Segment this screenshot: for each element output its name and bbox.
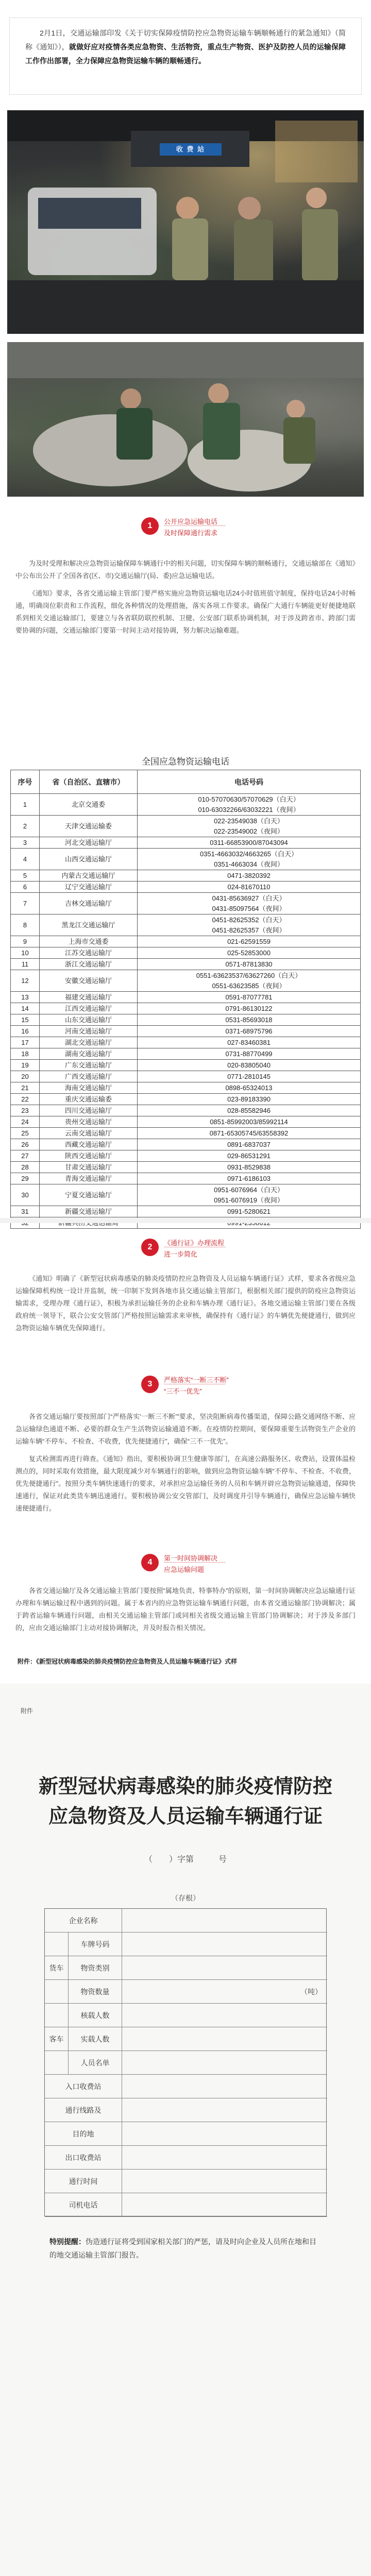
section-number: 1 [141, 517, 159, 535]
row-department: 湖北交通运输厅 [40, 1037, 138, 1048]
phone-number: 0898-65324013 [225, 1083, 273, 1092]
row-department: 广东交通运输厅 [40, 1060, 138, 1071]
row-phone [138, 936, 361, 947]
header-phone: 电话号码 [138, 770, 361, 794]
phone-number: 0571-87813830 [225, 960, 273, 968]
row-department: 吉林交通运输厅 [40, 893, 138, 914]
row-number: 10 [11, 947, 40, 959]
table-row [11, 1128, 361, 1139]
row-phone [138, 794, 361, 816]
phone-number: 0891-6837037 [227, 1140, 271, 1148]
form-row [45, 2170, 327, 2193]
row-department: 广西交通运输厅 [40, 1071, 138, 1082]
table-row [11, 870, 361, 882]
phone-number: 010-57070630/57070629（白天） [198, 795, 300, 803]
table-row [11, 837, 361, 849]
row-department: 黑龙江交通运输厅 [40, 914, 138, 936]
certificate-form [44, 1908, 327, 2216]
row-phone [138, 1048, 361, 1060]
row-number: 24 [11, 1116, 40, 1128]
phone-table [10, 770, 361, 1229]
table-row [11, 1139, 361, 1150]
table-row [11, 794, 361, 816]
row-department: 浙江交通运输厅 [40, 959, 138, 970]
form-label: 实载人数 [69, 2027, 122, 2050]
form-label: 人员名单 [69, 2051, 122, 2074]
row-phone [138, 1105, 361, 1116]
row-number: 26 [11, 1139, 40, 1150]
intro-text: 交通运输部印发《关于切实保障疫情防控应急物资运输车辆顺畅通行的紧急通知》（简称《通知》）， [25, 29, 346, 51]
table-row [11, 1150, 361, 1162]
table-title: 全国应急物资运输电话 [142, 757, 229, 767]
phone-number: 0451-82625352（白天） [212, 916, 286, 924]
row-number: 27 [11, 1150, 40, 1162]
certificate-tip [49, 2235, 323, 2262]
form-row [45, 1909, 327, 1933]
section3-body [15, 1411, 356, 1520]
row-department: 云南交通运输厅 [40, 1128, 138, 1139]
group-label-bus: 客车 [45, 2004, 69, 2075]
row-department: 四川交通运输厅 [40, 1105, 138, 1116]
row-phone [138, 1026, 361, 1037]
phone-number: 0431-85636927（白天） [212, 894, 286, 902]
pass-certificate [0, 1684, 371, 2576]
row-department: 青海交通运输厅 [40, 1173, 138, 1184]
phone-number: 0371-68975796 [225, 1027, 273, 1035]
row-phone [138, 1150, 361, 1162]
section-title-line2: 应急运输问题 [164, 1566, 205, 1573]
table-header-row [11, 770, 361, 794]
phone-number: 021-62591559 [227, 937, 271, 945]
certificate-stub-label: （存根） [171, 1894, 200, 1902]
phone-number: 010-63032266/63032221（夜间） [198, 805, 300, 814]
phone-number: 0451-82625357（夜间） [212, 926, 286, 934]
table-row [11, 970, 361, 992]
form-label: 核载人数 [69, 2004, 122, 2027]
phone-number: 022-23549002（夜间） [214, 827, 284, 835]
row-number: 7 [11, 893, 40, 914]
phone-number: 0951-6076964（白天） [214, 1185, 284, 1194]
row-phone [138, 1206, 361, 1217]
form-row [45, 2075, 327, 2098]
table-row [11, 1184, 361, 1206]
phone-number: 0851-85992003/85992114 [210, 1117, 288, 1126]
row-department: 上海市交通委 [40, 936, 138, 947]
phone-number: 0991-5280621 [227, 1207, 271, 1215]
row-phone [138, 816, 361, 837]
table-row [11, 936, 361, 947]
form-label: 通行线路及 [45, 2098, 122, 2122]
row-phone [138, 1116, 361, 1128]
row-phone [138, 947, 361, 959]
row-department: 江苏交通运输厅 [40, 947, 138, 959]
section-heading-1 [0, 514, 371, 545]
header-no: 序号 [11, 770, 40, 794]
phone-number: 0791-86130122 [225, 1004, 273, 1012]
intro-date: 2月1日， [40, 29, 70, 37]
section-title-line1: 《通行证》办理流程 [164, 1239, 225, 1247]
phone-number: 020-83805040 [227, 1061, 271, 1069]
row-phone [138, 1003, 361, 1014]
unit-label: （吨） [300, 1987, 322, 1996]
attachment-label: 附件 [21, 1707, 33, 1715]
table-row [11, 1173, 361, 1184]
section-title-line2: 及时保障通行需求 [164, 529, 218, 537]
phone-number: 0971-6186103 [227, 1174, 271, 1182]
table-row [11, 893, 361, 914]
intro-box [9, 18, 362, 95]
table-row [11, 959, 361, 970]
row-number: 22 [11, 1094, 40, 1105]
row-number: 3 [11, 837, 40, 849]
photo-loading-supplies-art [7, 342, 364, 497]
table-row [11, 1026, 361, 1037]
phone-number: 0351-4663032/4663265（白天） [199, 850, 298, 858]
row-number: 12 [11, 970, 40, 992]
row-number: 21 [11, 1082, 40, 1094]
table-row [11, 1071, 361, 1082]
paragraph: 《通知》要求，各省交通运输主管部门要严格实施应急物资运输电话24小时值班值守制度，保持电话24小时畅通，明确岗位职责和工作流程，细化各种情况的处理措施，落实各项工作要求。确保广大通行车辆能更好便捷地联系到相关交通运输部门，要建立与各省联防联控机制、卫健、公安部门联系协调机制，对于涉及跨省市、跨部门需要协调的问题，交通运输部门要第一时间主动对接协调，努力解决运输难题。 [15, 589, 356, 634]
paragraph: 《通知》明确了《新型冠状病毒感染的肺炎疫情防控应急物资及人员运输车辆通行证》式样，要求各省级应急运输保障机构统一设计并监制，统一印制下发到各地市县交通运输主管部门，根据相关部门提供的防疫应急物资运输需求，受理办理《通行证》，积极为承担运输任务的企业和车辆办理《通行证》。各地交通运输主管部门要在各级政府统一领导下，联合公安交管部门严格按照运输需求来审核，确保持有《通行证》的车辆优先便捷通行，做到应急物资运输车辆优先保障通行。 [15, 1275, 356, 1332]
section-heading-4 [0, 1551, 371, 1582]
row-department: 宁夏交通运输厅 [40, 1184, 138, 1206]
form-label: 通行时间 [45, 2170, 122, 2193]
row-number: 29 [11, 1173, 40, 1184]
row-department: 北京交通委 [40, 794, 138, 816]
phone-number: 0951-6076919（夜间） [214, 1196, 284, 1204]
attachment-note: 附件：《新型冠状病毒感染的肺炎疫情防控应急物资及人员运输车辆通行证》式样 [18, 1658, 238, 1665]
table-row [11, 1048, 361, 1060]
row-phone [138, 992, 361, 1003]
row-department: 天津交通运输委 [40, 816, 138, 837]
form-label: 目的地 [45, 2122, 122, 2145]
row-phone [138, 1128, 361, 1139]
certificate-title [0, 1771, 371, 1831]
row-department: 辽宁交通运输厅 [40, 882, 138, 893]
section-number: 2 [141, 1239, 159, 1256]
phone-number: 025-52853000 [227, 948, 271, 957]
section-title-line2: 进一步简化 [164, 1250, 198, 1258]
row-number: 28 [11, 1162, 40, 1173]
phone-number: 0931-8529838 [227, 1163, 271, 1171]
certificate-title-line: 应急物资及人员运输车辆通行证 [48, 1804, 323, 1827]
form-label: 入口收费站 [45, 2075, 122, 2098]
phone-number: 0531-85693018 [225, 1015, 273, 1024]
phone-number: 0351-4663034（夜间） [214, 860, 284, 868]
row-number: 4 [11, 849, 40, 870]
phone-number: 0471-3820392 [227, 871, 271, 879]
phone-number: 0431-85097564（夜间） [212, 904, 286, 912]
section-title-line1: 公开应急运输电话 [164, 518, 218, 526]
photo-toll-station [7, 110, 364, 334]
row-number: 6 [11, 882, 40, 893]
photo-loading-supplies [7, 342, 364, 497]
table-row [11, 1105, 361, 1116]
row-department: 贵州交通运输厅 [40, 1116, 138, 1128]
phone-number: 024-81670110 [227, 883, 271, 891]
row-number: 15 [11, 1014, 40, 1026]
table-row [11, 816, 361, 837]
row-number: 16 [11, 1026, 40, 1037]
form-row [45, 2122, 327, 2146]
row-phone [138, 1162, 361, 1173]
form-label: 物资数量 [69, 1980, 122, 2003]
paragraph: 为及时受理和解决应急物资运输保障车辆通行中的相关问题，切实保障车辆的顺畅通行，交通运输部在《通知》中公布出公开了全国各省(区、市)交通运输厅(局、委)应急运输电话。 [15, 560, 356, 580]
section-heading-3 [0, 1372, 371, 1403]
table-row [11, 1162, 361, 1173]
row-number: 19 [11, 1060, 40, 1071]
section-title-line2: “三不一优先” [164, 1387, 202, 1395]
table-row [11, 1206, 361, 1217]
form-label: 司机电话 [45, 2193, 122, 2216]
row-phone [138, 1173, 361, 1184]
row-phone [138, 1139, 361, 1150]
row-number: 1 [11, 794, 40, 816]
section-title-line1: 第一时间协调解决 [164, 1554, 218, 1562]
row-phone [138, 893, 361, 914]
phone-number: 0311-66853900/87043094 [210, 838, 288, 846]
phone-number: 0871-65305745/63558392 [209, 1129, 289, 1137]
row-number: 11 [11, 959, 40, 970]
certificate-number: （ ）字第 号 [144, 1855, 227, 1864]
row-phone [138, 1037, 361, 1048]
form-label: 物资类别 [69, 1956, 122, 1979]
row-department: 山东交通运输厅 [40, 1014, 138, 1026]
paragraph: 各省交通运输厅及各交通运输主管部门要按照“属地负责、特事特办”的原则，第一时间协调解决应急运输通行证办理和车辆运输过程中遇到的问题。属于本省内的应急物资运输车辆通行问题，由本省交通运输部门协调解决；属于跨省运输车辆通行问题，由相关交通运输主管部门或同相关省级交通运输主管部门协调解决；对于涉及多部门的，应由交通运输部门主动对接协调解决，并及时报告相关情况。 [15, 1587, 356, 1632]
form-row [45, 2027, 327, 2051]
table-row [11, 882, 361, 893]
phone-number: 029-86531291 [227, 1151, 271, 1160]
section1-body [15, 557, 356, 642]
table-row [11, 1094, 361, 1105]
row-department: 西藏交通运输厅 [40, 1139, 138, 1150]
section-divider [164, 1562, 226, 1563]
row-phone [138, 849, 361, 870]
form-row [45, 2004, 327, 2027]
row-number: 30 [11, 1184, 40, 1206]
row-phone [138, 870, 361, 882]
group-label-vehicle: 货车 [45, 1933, 69, 2004]
certificate-title-line: 新型冠状病毒感染的肺炎疫情防控 [38, 1774, 332, 1798]
phone-number: 0551-63623585（夜间） [212, 981, 286, 990]
paragraph: 复式检测需再进行筛查。《通知》指出，要积极协调卫生健康等部门，在高速公路服务区、收费站，设置体温检测点的，同时采取有效措施，最大限度减少对车辆通行的影响，做到应急物资运输车辆“不停车、不检查、不收费，优先便捷通行”。按照分类车辆快速通行的要求，对承担应急运输任务的人员和车辆开辟应急物资运输通道，保障快速通行，保证对此类货车辆迅速通行。要积极协调公安交管部门，及时调度并引导车辆通行，确保应急运输车辆快速便捷通行。 [15, 1455, 356, 1512]
row-department: 河北交通运输厅 [40, 837, 138, 849]
form-row [45, 2146, 327, 2170]
row-phone [138, 1060, 361, 1071]
row-department: 内蒙古交通运输厅 [40, 870, 138, 882]
phone-number: 022-23549038（白天） [214, 817, 284, 825]
row-department: 安徽交通运输厅 [40, 970, 138, 992]
form-label: 出口收费站 [45, 2146, 122, 2169]
row-department: 新疆交通运输厅 [40, 1206, 138, 1217]
row-department: 重庆交通运输委 [40, 1094, 138, 1105]
row-phone [138, 1094, 361, 1105]
row-phone [138, 914, 361, 936]
section-number: 4 [141, 1554, 159, 1571]
phone-number: 0771-2810145 [227, 1072, 271, 1080]
row-department: 湖南交通运输厅 [40, 1048, 138, 1060]
section2-body [15, 1273, 356, 1340]
row-number: 17 [11, 1037, 40, 1048]
row-phone [138, 1071, 361, 1082]
phone-number: 0591-87077781 [225, 993, 273, 1001]
row-number: 13 [11, 992, 40, 1003]
table-row [11, 947, 361, 959]
table-row [11, 1060, 361, 1071]
row-number: 5 [11, 870, 40, 882]
form-row [45, 2193, 327, 2217]
table-row [11, 849, 361, 870]
section-divider-band [0, 1218, 371, 1223]
table-row [11, 1116, 361, 1128]
header-province: 省（自治区、直辖市） [40, 770, 138, 794]
form-row [45, 2051, 327, 2075]
row-phone [138, 1082, 361, 1094]
form-row [45, 1980, 327, 2004]
row-phone [138, 1184, 361, 1206]
form-label: 车牌号码 [69, 1933, 122, 1956]
section4-body [15, 1585, 356, 1639]
toll-station-sign: 收 费 站 [160, 143, 222, 156]
row-number: 23 [11, 1105, 40, 1116]
table-row [11, 1014, 361, 1026]
table-row [11, 992, 361, 1003]
phone-number: 0731-88770499 [225, 1049, 273, 1058]
paragraph: 各省交通运输厅要按照部门“严格落实‘一断三不断’”要求，坚决阻断病毒传播渠道，保障公路交通网络不断、应急运输绿色通道不断、必要的群众生产生活物资运输通道不断。在疫情防控期间，要保障重要生活物资生产企业的运输车辆“不停车、不检查、不收费，优先便捷通行”，确保“三不一优先”。 [15, 1413, 356, 1445]
row-number: 31 [11, 1206, 40, 1217]
form-row [45, 1956, 327, 1980]
row-department: 山西交通运输厅 [40, 849, 138, 870]
table-row [11, 1003, 361, 1014]
intro-paragraph [25, 26, 346, 68]
row-number: 18 [11, 1048, 40, 1060]
row-phone [138, 970, 361, 992]
form-label: 企业名称 [45, 1909, 122, 1932]
row-phone [138, 837, 361, 849]
row-number: 9 [11, 936, 40, 947]
table-row [11, 1082, 361, 1094]
row-number: 20 [11, 1071, 40, 1082]
table-row [11, 1037, 361, 1048]
phone-number: 0551-63623537/63627260（白天） [196, 971, 302, 979]
form-row [45, 2098, 327, 2122]
row-department: 福建交通运输厅 [40, 992, 138, 1003]
row-department: 江西交通运输厅 [40, 1003, 138, 1014]
row-phone [138, 882, 361, 893]
row-department: 甘肃交通运输厅 [40, 1162, 138, 1173]
phone-number: 023-89183390 [227, 1095, 271, 1103]
row-number: 25 [11, 1128, 40, 1139]
row-department: 河南交通运输厅 [40, 1026, 138, 1037]
row-number: 2 [11, 816, 40, 837]
tip-label: 特别提醒： [49, 2238, 86, 2246]
row-number: 14 [11, 1003, 40, 1014]
row-phone [138, 1014, 361, 1026]
row-number: 8 [11, 914, 40, 936]
row-department: 海南交通运输厅 [40, 1082, 138, 1094]
row-department: 陕西交通运输厅 [40, 1150, 138, 1162]
intro-bold: 就做好应对疫情各类应急物资、生活物资，重点生产物资、医护及防控人员的运输保障工作作出部署，全力保障应急物资运输车辆的顺畅通行。 [25, 43, 346, 65]
form-row [45, 1933, 327, 1956]
row-phone [138, 959, 361, 970]
section-heading-2 [0, 1235, 371, 1266]
section-number: 3 [141, 1376, 159, 1393]
tip-text: 伪造通行证将受到国家相关部门的严惩，请及时向企业及人员所在地和目的地交通运输主管部门报告。 [49, 2238, 316, 2259]
section-title-line1: 严格落实“一断三不断” [164, 1376, 229, 1384]
phone-number: 027-83460381 [227, 1038, 271, 1046]
phone-number: 028-85582946 [227, 1106, 271, 1114]
table-row [11, 914, 361, 936]
